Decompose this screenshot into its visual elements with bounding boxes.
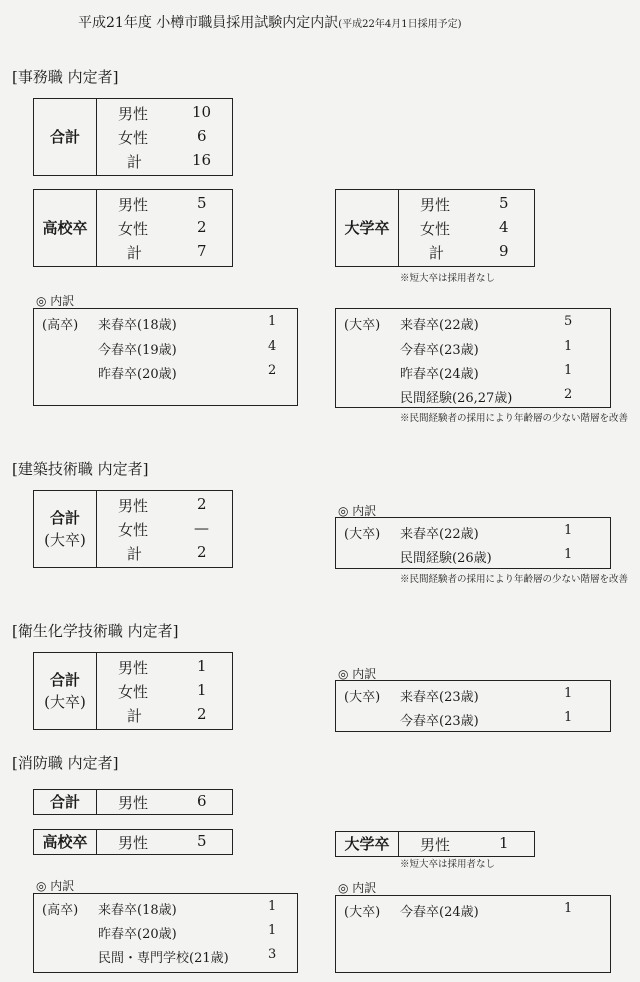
breakdown-value: 1 <box>564 710 573 725</box>
breakdown-value: 1 <box>564 363 573 378</box>
label-line-2: (大卒) <box>44 693 86 711</box>
row-value: 10 <box>192 103 212 121</box>
breakdown-key: 来春卒(22歳) <box>400 527 479 542</box>
title-sub: (平成22年4月1日採用予定) <box>338 19 462 30</box>
shobo-univ-note: ※短大卒は採用者なし <box>400 859 496 870</box>
row-value: 5 <box>197 194 207 212</box>
row-value: 2 <box>197 218 207 236</box>
row-value: 4 <box>499 218 509 236</box>
breakdown-value: 1 <box>564 339 573 354</box>
row-key: 計 <box>127 153 143 171</box>
shobo-univ-box <box>335 831 535 857</box>
row-value: — <box>194 519 209 537</box>
jimu-breakdown-label: ◎ 内訳 <box>36 294 75 308</box>
shobo-univ-breakdown <box>335 895 611 973</box>
breakdown-key: 今春卒(23歳) <box>400 714 479 729</box>
row-key: 女性 <box>420 220 451 238</box>
breakdown-key: 昨春卒(20歳) <box>98 367 177 382</box>
row-key: 男性 <box>118 659 149 677</box>
high-tag: (高卒) <box>42 318 79 333</box>
row-key: 男性 <box>118 834 149 852</box>
jimu-private-note: ※民間経験者の採用により年齢層の少ない階層を改善 <box>400 413 629 424</box>
row-value: 5 <box>197 832 207 850</box>
row-value: 2 <box>197 705 207 723</box>
eisei-total-label <box>34 653 97 729</box>
kenchiku-breakdown <box>335 517 611 569</box>
breakdown-value: 1 <box>564 901 573 916</box>
row-key: 女性 <box>118 220 149 238</box>
row-key: 男性 <box>420 836 451 854</box>
breakdown-value: 4 <box>268 339 277 354</box>
row-value: 6 <box>197 792 207 810</box>
shobo-breakdown-label: ◎ 内訳 <box>36 879 75 893</box>
eisei-breakdown <box>335 680 611 732</box>
breakdown-value: 1 <box>564 547 573 562</box>
row-value: 6 <box>197 127 207 145</box>
row-key: 計 <box>429 244 445 262</box>
breakdown-key: 来春卒(18歳) <box>98 903 177 918</box>
breakdown-value: 1 <box>268 899 277 914</box>
jimu-univ-note: ※短大卒は採用者なし <box>400 273 496 284</box>
shobo-high-breakdown <box>33 893 298 973</box>
breakdown-key: 今春卒(19歳) <box>98 343 177 358</box>
breakdown-value: 2 <box>564 387 573 402</box>
breakdown-key: 民間経験(26歳) <box>400 551 492 566</box>
breakdown-value: 3 <box>268 947 277 962</box>
breakdown-key: 民間経験(26,27歳) <box>400 391 513 406</box>
breakdown-key: 今春卒(23歳) <box>400 343 479 358</box>
shobo-total-box <box>33 789 233 815</box>
shobo-high-label: 高校卒 <box>34 830 97 854</box>
breakdown-key: 昨春卒(24歳) <box>400 367 479 382</box>
row-value: 1 <box>197 681 207 699</box>
row-key: 計 <box>127 545 143 563</box>
univ-tag: (大卒) <box>344 690 381 705</box>
breakdown-value: 1 <box>564 686 573 701</box>
shobo-univ-breakdown-label: ◎ 内訳 <box>338 881 377 895</box>
label-line-2: (大卒) <box>44 531 86 549</box>
row-key: 女性 <box>118 129 149 147</box>
breakdown-key: 昨春卒(20歳) <box>98 927 177 942</box>
label-line-1: 合計 <box>49 671 80 689</box>
eisei-total-box <box>33 652 233 730</box>
jimu-univ-breakdown <box>335 308 611 408</box>
row-value: 9 <box>499 242 509 260</box>
row-key: 男性 <box>118 497 149 515</box>
shobo-univ-label: 大学卒 <box>336 832 399 856</box>
breakdown-value: 1 <box>564 523 573 538</box>
label-line-1: 合計 <box>49 509 80 527</box>
breakdown-value: 2 <box>268 363 277 378</box>
breakdown-key: 来春卒(23歳) <box>400 690 479 705</box>
row-value: 1 <box>197 657 207 675</box>
section-heading-kenchiku: [建築技術職 内定者] <box>12 460 149 478</box>
row-key: 男性 <box>118 105 149 123</box>
kenchiku-breakdown-label: ◎ 内訳 <box>338 504 377 518</box>
row-value: 16 <box>192 151 212 169</box>
row-key: 女性 <box>118 683 149 701</box>
kenchiku-total-box <box>33 490 233 568</box>
title-main: 平成21年度 小樽市職員採用試験内定内訳 <box>78 15 339 31</box>
breakdown-key: 来春卒(18歳) <box>98 318 177 333</box>
breakdown-key: 民間・専門学校(21歳) <box>98 951 229 966</box>
breakdown-key: 来春卒(22歳) <box>400 318 479 333</box>
kenchiku-private-note: ※民間経験者の採用により年齢層の少ない階層を改善 <box>400 574 629 585</box>
row-value: 5 <box>499 194 509 212</box>
univ-tag: (大卒) <box>344 318 381 333</box>
section-heading-eisei: [衛生化学技術職 内定者] <box>12 622 179 640</box>
shobo-high-box <box>33 829 233 855</box>
row-key: 計 <box>127 244 143 262</box>
row-value: 2 <box>197 543 207 561</box>
jimu-high-box <box>33 189 233 267</box>
jimu-univ-label: 大学卒 <box>336 190 399 266</box>
row-key: 男性 <box>420 196 451 214</box>
section-heading-jimu: [事務職 内定者] <box>12 68 119 86</box>
breakdown-value: 5 <box>564 314 573 329</box>
row-key: 女性 <box>118 521 149 539</box>
high-tag: (高卒) <box>42 903 79 918</box>
jimu-high-breakdown <box>33 308 298 406</box>
shobo-total-label: 合計 <box>34 790 97 814</box>
row-value: 7 <box>197 242 207 260</box>
page-title <box>78 12 462 32</box>
jimu-total-box <box>33 98 233 176</box>
univ-tag: (大卒) <box>344 527 381 542</box>
breakdown-key: 今春卒(24歳) <box>400 905 479 920</box>
jimu-high-label: 高校卒 <box>34 190 97 266</box>
row-key: 計 <box>127 707 143 725</box>
section-heading-shobo: [消防職 内定者] <box>12 754 119 772</box>
row-key: 男性 <box>118 196 149 214</box>
jimu-total-label: 合計 <box>34 99 97 175</box>
eisei-breakdown-label: ◎ 内訳 <box>338 667 377 681</box>
univ-tag: (大卒) <box>344 905 381 920</box>
row-value: 1 <box>499 834 509 852</box>
breakdown-value: 1 <box>268 923 277 938</box>
breakdown-value: 1 <box>268 314 277 329</box>
row-key: 男性 <box>118 794 149 812</box>
row-value: 2 <box>197 495 207 513</box>
kenchiku-total-label <box>34 491 97 567</box>
jimu-univ-box <box>335 189 535 267</box>
